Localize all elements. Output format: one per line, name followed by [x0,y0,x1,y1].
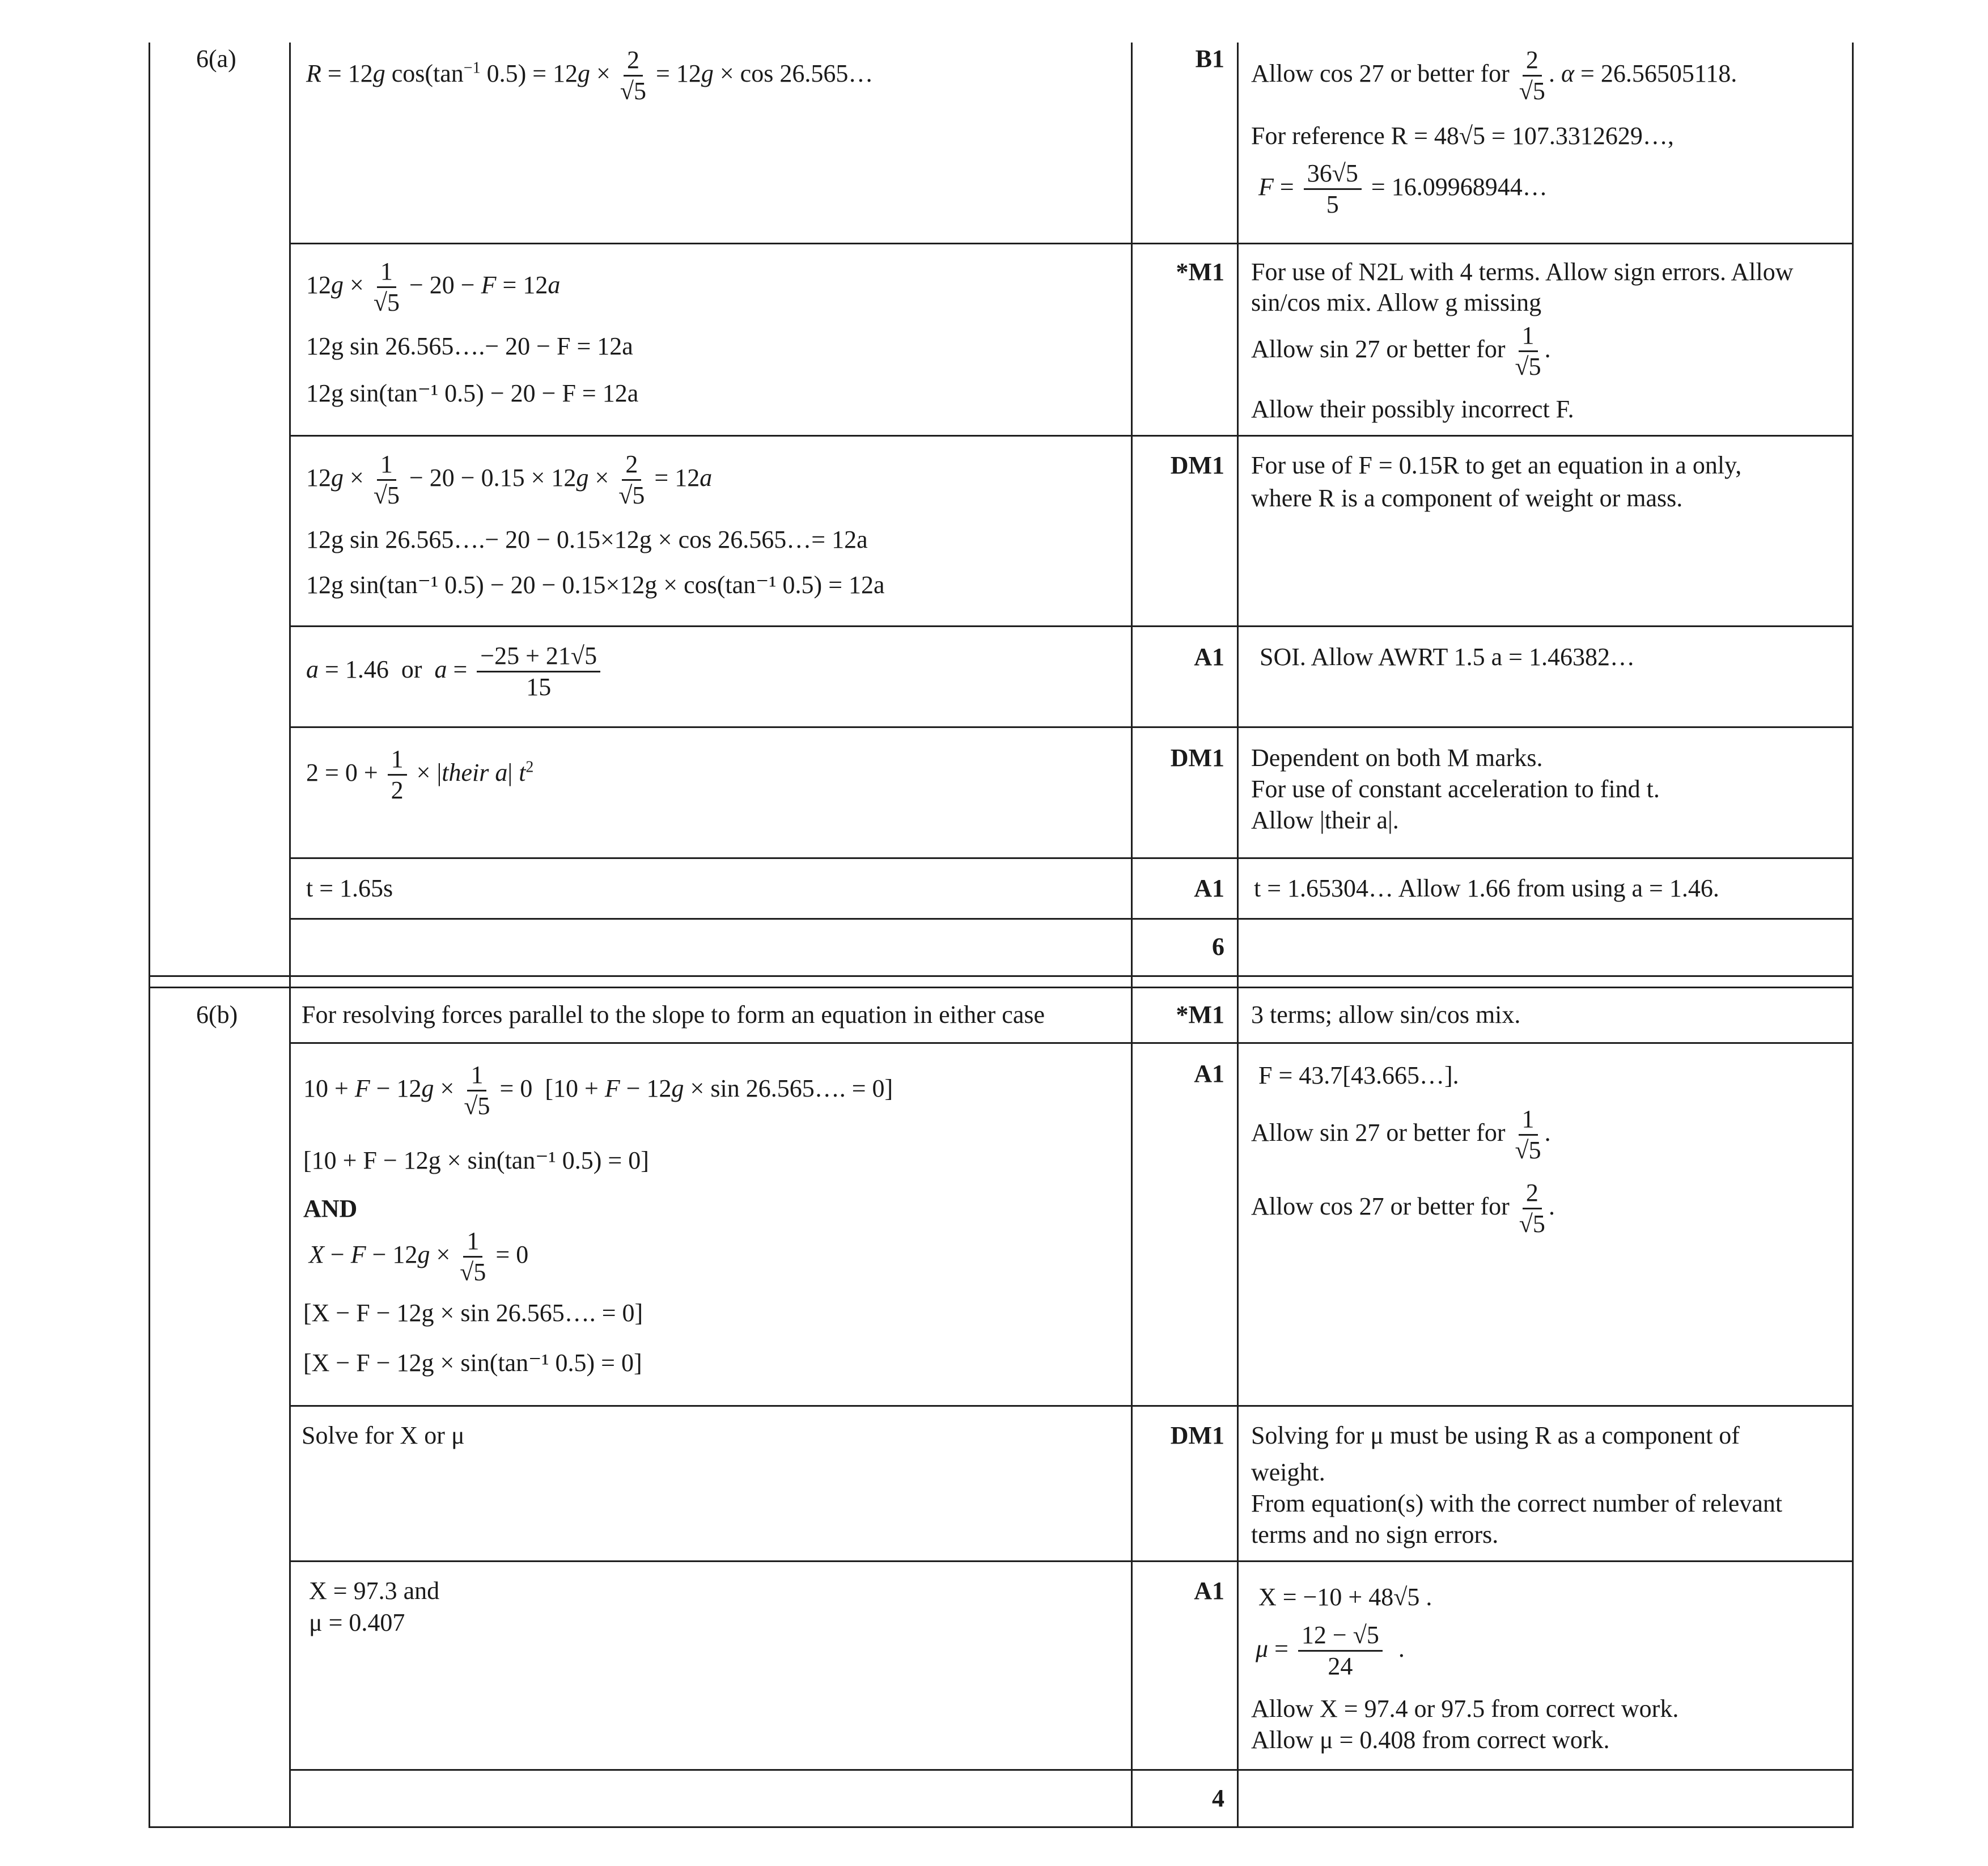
guidance-6a-r3-line2: where R is a component of weight or mass. [1251,484,1683,512]
row-sep [289,857,1854,859]
fraction: $\frac{1}{√5}$ [1515,321,1541,381]
row-sep [289,243,1854,244]
fraction: $\frac{12 - √5}{24}$ [1298,1622,1383,1681]
guidance-6b-r3-line3: From equation(s) with the correct number of relevant [1251,1490,1783,1517]
mark-6a-r4: A1 [1194,643,1224,671]
fraction: $\frac{1}{√5}$ [464,1061,490,1120]
mark-6a-r1: B1 [1195,45,1224,73]
fraction: $\frac{1}{√5}$ [373,450,400,510]
guidance-6b-r1: 3 terms; allow sin/cos mix. [1251,1001,1521,1029]
fraction: $\frac{1}{√5}$ [373,257,400,317]
guidance-6a-r1-line1: Allow cos 27 or better for $\frac{2}{√5}$ . α = 26.56505118. [1251,46,1737,105]
answer-6a-r5: 2 = 0 + $\frac{1}{2}$ × |their a| $t^2$ [306,745,534,805]
answer-6b-r2-line3: X − F − 12g × $\frac{1}{√5}$ = 0 [309,1227,529,1287]
fraction: $\frac{2}{√5}$ [1519,1179,1545,1238]
question-label-6b: 6(b) [196,1001,238,1029]
guidance-6a-r5-line3: Allow |their a|. [1251,806,1399,834]
row-sep [289,918,1854,920]
mark-6b-r4: A1 [1194,1577,1224,1605]
answer-6a-r1: R = 12g $\cos(\tan^{-1}$ 0.5) = 12g × $\frac{2}{√5}$ = 12g × cos 26.565… [306,46,874,105]
guidance-6b-r2-line3: Allow cos 27 or better for $\frac{2}{√5}$ . [1251,1179,1555,1238]
answer-6b-r3: Solve for X or μ [302,1421,465,1449]
mark-6b-r2: A1 [1194,1060,1224,1088]
guidance-6a-r2-line1: For use of N2L with 4 terms. Allow sign errors. Allow [1251,258,1794,286]
answer-6a-r2-line1: 12g × $\frac{1}{√5}$ − 20 − F = 12a [306,257,561,317]
guidance-6a-r6: t = 1.65304… Allow 1.66 from using a = 1.46. [1254,874,1719,902]
guidance-6a-r1-line3: F = $\frac{36√5}{5}$ = 16.09968944… [1258,159,1548,219]
fraction: $\frac{1}{√5}$ [460,1227,486,1287]
row-sep [289,435,1854,437]
guidance-6b-r3-line1: Solving for μ must be using R as a component of [1251,1421,1740,1449]
guidance-6b-r4-line1: X = −10 + 48√5 . [1258,1583,1432,1611]
answer-6b-r2-line2: [10 + F − 12g × sin(tan⁻¹ 0.5) = 0] [303,1146,649,1174]
guidance-6a-r2-line3: Allow sin 27 or better for $\frac{1}{√5}$ . [1251,321,1551,381]
answer-6b-r4-line2: μ = 0.407 [309,1609,405,1636]
guidance-6b-r3-line4: terms and no sign errors. [1251,1521,1499,1548]
mark-6a-r2: *M1 [1176,258,1224,286]
guidance-6b-r2-line1: F = 43.7[43.665…]. [1258,1061,1459,1089]
total-marks-6a: 6 [1212,933,1224,960]
guidance-6a-r2-line2: sin/cos mix. Allow g missing [1251,289,1542,316]
fraction: $\frac{1}{√5}$ [1515,1105,1541,1165]
answer-6a-r4: a = 1.46 or a = $\frac{-25 + 21√5}{15}$ [306,642,604,701]
mark-6a-r6: A1 [1194,874,1224,902]
answer-6a-r3-line1: 12g × $\frac{1}{√5}$ − 20 − 0.15 × 12g × $\frac{2}{√5}$ = 12a [306,450,713,510]
section-divider [149,987,1854,988]
mark-6a-r5: DM1 [1170,744,1224,772]
guidance-6b-r4-line4: Allow μ = 0.408 from correct work. [1251,1726,1610,1754]
answer-6a-r3-line3: 12g sin(tan⁻¹ 0.5) − 20 − 0.15×12g × cos(tan⁻¹ 0.5) = 12a [306,571,885,599]
guidance-6a-r5-line1: Dependent on both M marks. [1251,744,1543,772]
fraction: $\frac{36√5}{5}$ [1304,160,1362,219]
guidance-6b-r4-line3: Allow X = 97.4 or 97.5 from correct work. [1251,1695,1679,1723]
guidance-6a-r3-line1: For use of F = 0.15R to get an equation in a only, [1251,451,1742,479]
row-sep [289,1560,1854,1562]
answer-6b-r2-line4: [X − F − 12g × sin 26.565…. = 0] [303,1299,643,1327]
answer-6b-r1: For resolving forces parallel to the slope to form an equation in either case [302,1001,1045,1029]
guidance-6b-r2-line2: Allow sin 27 or better for $\frac{1}{√5}$ . [1251,1105,1551,1165]
guidance-6a-r2-line4: Allow their possibly incorrect F. [1251,395,1574,423]
answer-6b-r2-line5: [X − F − 12g × sin(tan⁻¹ 0.5) = 0] [303,1349,642,1377]
answer-6a-r3-line2: 12g sin 26.565….− 20 − 0.15×12g × cos 26.565…= 12a [306,526,868,553]
row-sep [289,1769,1854,1771]
row-sep [289,726,1854,728]
answer-6b-r4-line1: X = 97.3 and [309,1577,440,1605]
fraction: $\frac{1}{2}$ [388,746,407,805]
guidance-6a-r5-line2: For use of constant acceleration to find t. [1251,775,1660,803]
fraction: $\frac{2}{√5}$ [620,46,647,105]
fraction: $\frac{2}{√5}$ [1519,46,1545,105]
answer-6a-r2-line2: 12g sin 26.565….− 20 − F = 12a [306,332,633,360]
question-label-6a: 6(a) [196,45,236,73]
table-border-left [149,43,150,1828]
row-sep [289,625,1854,627]
answer-6b-r2-and: AND [303,1195,358,1222]
mark-6a-r3: DM1 [1170,451,1224,479]
fraction: $\frac{-25 + 21√5}{15}$ [477,642,600,701]
section-divider [149,975,1854,977]
answer-6a-r6: t = 1.65s [306,874,393,902]
mark-6b-r1: *M1 [1176,1001,1224,1029]
guidance-6a-r4: SOI. Allow AWRT 1.5 a = 1.46382… [1260,643,1635,671]
mark-6b-r3: DM1 [1170,1421,1224,1449]
guidance-6b-r4-line2: μ = $\frac{12 - √5}{24}$ . [1256,1621,1405,1681]
total-marks-6b: 4 [1212,1784,1224,1812]
row-sep [289,1042,1854,1044]
fraction: $\frac{2}{√5}$ [618,450,645,510]
guidance-6a-r1-line2: For reference R = 48√5 = 107.3312629…, [1251,122,1674,150]
answer-6a-r2-line3: 12g sin(tan⁻¹ 0.5) − 20 − F = 12a [306,379,639,407]
guidance-6b-r3-line2: weight. [1251,1458,1325,1486]
table-border-bottom [149,1826,1854,1828]
row-sep [289,1405,1854,1407]
answer-6b-r2-line1: 10 + F − 12g × $\frac{1}{√5}$ = 0 [10 + F − 12g × sin 26.565…. = 0] [303,1061,893,1120]
